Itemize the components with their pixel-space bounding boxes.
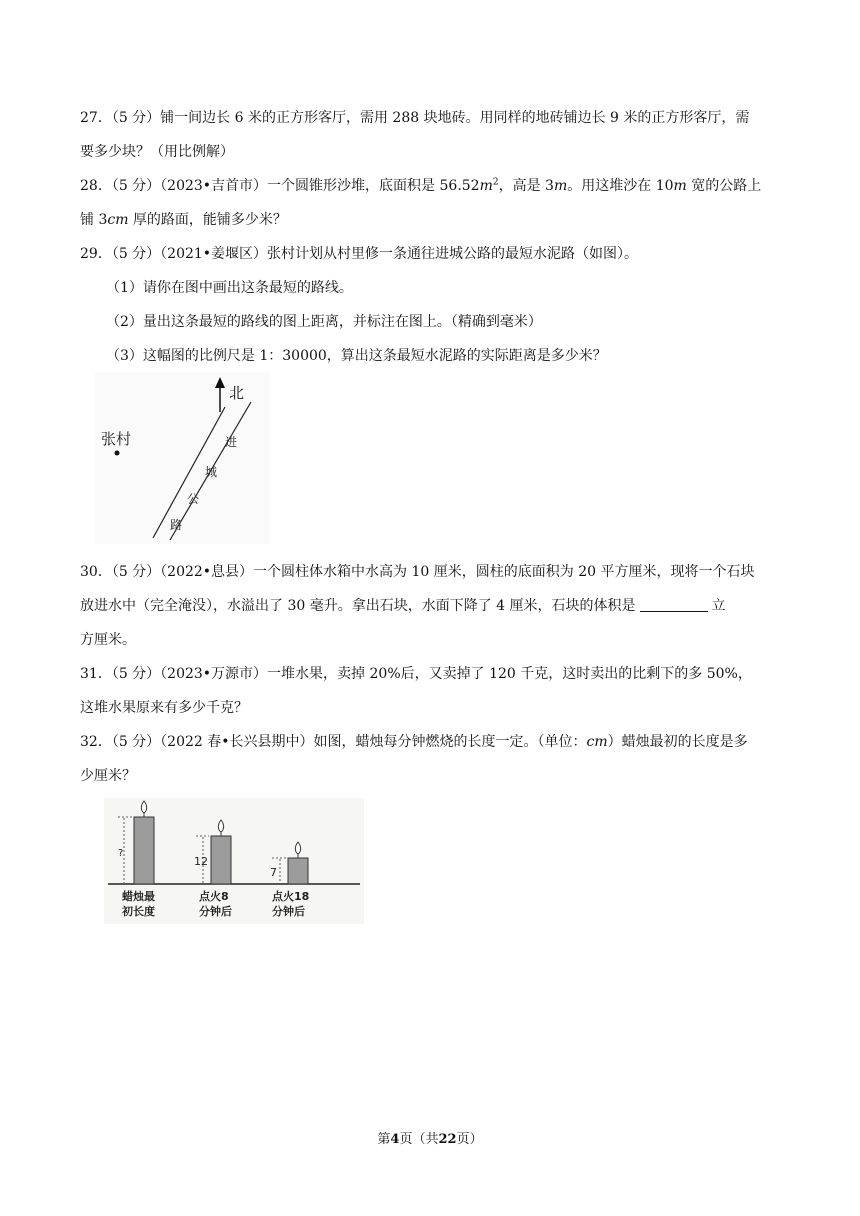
- candle-initial: [134, 817, 154, 884]
- problem-30-line-1: 30．（5 分）（2022•息县）一个圆柱体水箱中水高为 10 厘米，圆柱的底面积为 20 平方厘米，现将一个石块: [80, 564, 755, 580]
- problem-27-line-1: 27．（5 分）铺一间边长 6 米的正方形客厅，需用 288 块地砖。用同样的地砖铺边长 9 米的正方形客厅，需: [80, 110, 750, 126]
- problem-30-line-3: 方厘米。: [80, 632, 136, 648]
- road-char-3: 公: [187, 492, 200, 506]
- candle-after-8-label-2: 分钟后: [199, 905, 232, 918]
- page-number: 4: [390, 1132, 400, 1147]
- candle-after-18-dim-label: 7: [270, 866, 277, 879]
- candle-after-8: [211, 836, 231, 884]
- problem-29-sub-3: （3）这幅图的比例尺是 1：30000，算出这条最短水泥路的实际距离是多少米？: [106, 348, 607, 364]
- candle-initial-dim-label: ?: [118, 848, 124, 859]
- candle-after-18-label-1: 点火18: [272, 890, 310, 903]
- page-footer: 第4页（共22页）: [377, 1132, 483, 1147]
- page-total: 22: [438, 1132, 457, 1147]
- candle-figure: [104, 798, 364, 924]
- problem-31-line-1: 31．（5 分）（2023•万源市）一堆水果，卖掉 20%后，又卖掉了 120 千克，这时卖出的比剩下的多 50%，: [80, 666, 752, 682]
- road-char-4: 路: [170, 518, 183, 532]
- candle-initial-label-1: 蜡烛最: [122, 890, 155, 903]
- village-dot: [115, 451, 120, 456]
- road-char-1: 进: [225, 435, 238, 449]
- road-char-2: 城: [205, 465, 218, 479]
- problem-29-line-1: 29．（5 分）（2021•姜堰区）张村计划从村里修一条通往进城公路的最短水泥路（如图）。: [80, 246, 639, 262]
- candle-initial-label-2: 初长度: [122, 905, 155, 918]
- candle-after-8-dim-label: 12: [194, 855, 208, 868]
- road-map-figure: [95, 372, 270, 544]
- problem-30-line-2: 放进水中（完全淹没），水溢出了 30 毫升。拿出石块，水面下降了 4 厘米，石块的体积是 立: [80, 598, 726, 614]
- candle-after-18: [288, 858, 308, 884]
- north-label: 北: [229, 384, 245, 402]
- answer-blank[interactable]: [640, 597, 708, 612]
- problem-27-line-2: 要多少块？（用比例解）: [80, 144, 234, 160]
- problem-29-sub-1: （1）请你在图中画出这条最短的路线。: [106, 280, 353, 296]
- problem-31-line-2: 这堆水果原来有多少千克？: [80, 700, 248, 716]
- problem-28-line-1: 28．（5 分）（2023•吉首市）一个圆锥形沙堆，底面积是 $56.52m^2$，高是 3m。用这堆沙在 10m 宽的公路上: [80, 177, 762, 194]
- problem-28-line-2: 铺 3cm 厚的路面，能铺多少米？: [80, 212, 287, 228]
- candle-after-8-label-1: 点火8: [199, 890, 229, 903]
- candle-after-18-label-2: 分钟后: [272, 905, 305, 918]
- village-label: 张村: [101, 430, 132, 448]
- problem-32-line-2: 少厘米？: [80, 768, 136, 784]
- problem-29-sub-2: （2）量出这条最短的路线的图上距离，并标注在图上。（精确到毫米）: [106, 314, 542, 330]
- problem-32-line-1: 32．（5 分）（2022 春•长兴县期中）如图，蜡烛每分钟燃烧的长度一定。（单位：cm）蜡烛最初的长度是多: [80, 734, 748, 750]
